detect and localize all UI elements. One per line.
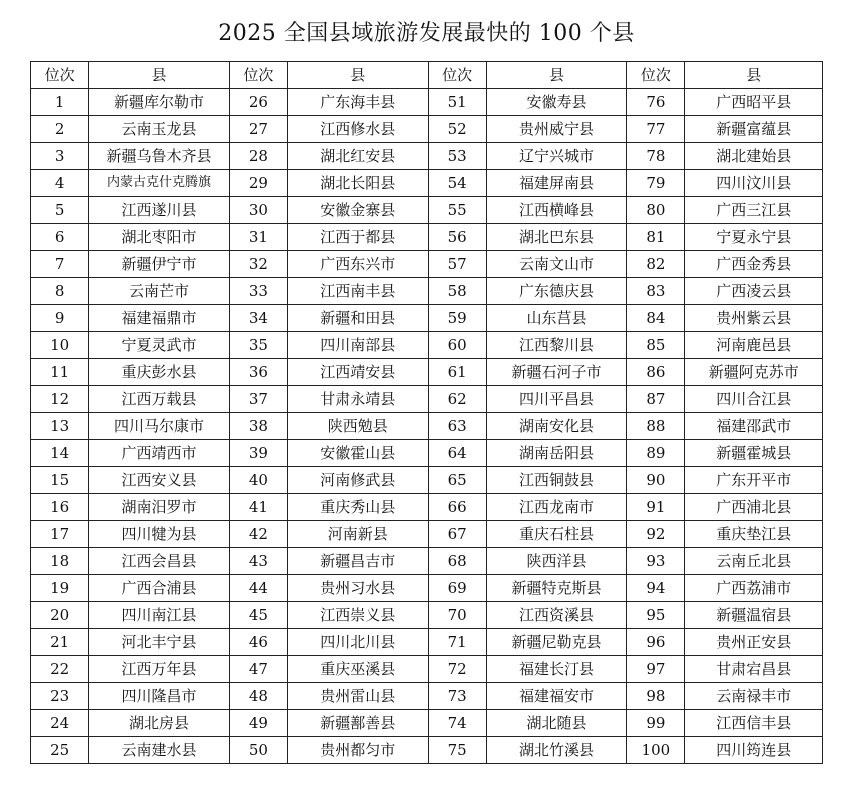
county-cell: 河南修武县 xyxy=(287,467,428,494)
county-cell: 江西南丰县 xyxy=(287,278,428,305)
rank-cell: 35 xyxy=(229,332,287,359)
county-cell: 新疆温宿县 xyxy=(685,602,823,629)
county-cell: 湖北巴东县 xyxy=(486,224,627,251)
county-cell: 云南芒市 xyxy=(89,278,230,305)
county-cell: 重庆垫江县 xyxy=(685,521,823,548)
county-cell: 湖南安化县 xyxy=(486,413,627,440)
county-cell: 江西会昌县 xyxy=(89,548,230,575)
county-cell: 四川隆昌市 xyxy=(89,683,230,710)
rank-cell: 51 xyxy=(428,89,486,116)
county-cell: 贵州正安县 xyxy=(685,629,823,656)
table-header-row xyxy=(31,62,823,89)
county-cell: 新疆鄯善县 xyxy=(287,710,428,737)
rank-cell: 46 xyxy=(229,629,287,656)
county-cell: 福建邵武市 xyxy=(685,413,823,440)
county-cell: 福建屏南县 xyxy=(486,170,627,197)
county-cell: 江西安义县 xyxy=(89,467,230,494)
table-row xyxy=(31,116,823,143)
rank-cell: 60 xyxy=(428,332,486,359)
rank-cell: 66 xyxy=(428,494,486,521)
rank-cell: 96 xyxy=(627,629,685,656)
county-cell: 山东莒县 xyxy=(486,305,627,332)
rank-cell: 92 xyxy=(627,521,685,548)
county-column-header: 县 xyxy=(685,62,823,89)
county-cell: 宁夏永宁县 xyxy=(685,224,823,251)
county-cell: 云南文山市 xyxy=(486,251,627,278)
table-row xyxy=(31,143,823,170)
rank-cell: 41 xyxy=(229,494,287,521)
rank-cell: 34 xyxy=(229,305,287,332)
county-cell: 福建长汀县 xyxy=(486,656,627,683)
rank-cell: 74 xyxy=(428,710,486,737)
rank-cell: 31 xyxy=(229,224,287,251)
rank-cell: 32 xyxy=(229,251,287,278)
rank-cell: 49 xyxy=(229,710,287,737)
rank-cell: 44 xyxy=(229,575,287,602)
county-cell: 江西铜鼓县 xyxy=(486,467,627,494)
county-cell: 新疆伊宁市 xyxy=(89,251,230,278)
table-row xyxy=(31,548,823,575)
rank-cell: 9 xyxy=(31,305,89,332)
rank-cell: 37 xyxy=(229,386,287,413)
county-column-header: 县 xyxy=(486,62,627,89)
rank-cell: 45 xyxy=(229,602,287,629)
county-cell: 云南禄丰市 xyxy=(685,683,823,710)
rank-cell: 78 xyxy=(627,143,685,170)
county-cell: 新疆阿克苏市 xyxy=(685,359,823,386)
county-cell: 内蒙古克什克腾旗 xyxy=(89,170,230,197)
county-cell: 贵州紫云县 xyxy=(685,305,823,332)
rank-cell: 6 xyxy=(31,224,89,251)
rank-cell: 85 xyxy=(627,332,685,359)
county-cell: 江西资溪县 xyxy=(486,602,627,629)
county-cell: 辽宁兴城市 xyxy=(486,143,627,170)
rank-cell: 68 xyxy=(428,548,486,575)
rank-column-header: 位次 xyxy=(31,62,89,89)
rank-cell: 94 xyxy=(627,575,685,602)
rank-cell: 28 xyxy=(229,143,287,170)
table-row xyxy=(31,359,823,386)
rank-cell: 38 xyxy=(229,413,287,440)
rank-cell: 73 xyxy=(428,683,486,710)
table-body xyxy=(31,89,823,764)
county-cell: 福建福安市 xyxy=(486,683,627,710)
county-cell: 安徽霍山县 xyxy=(287,440,428,467)
county-cell: 江西修水县 xyxy=(287,116,428,143)
rank-cell: 20 xyxy=(31,602,89,629)
rank-cell: 23 xyxy=(31,683,89,710)
county-cell: 贵州威宁县 xyxy=(486,116,627,143)
rank-cell: 18 xyxy=(31,548,89,575)
county-cell: 贵州习水县 xyxy=(287,575,428,602)
ranking-table xyxy=(30,61,823,764)
rank-cell: 91 xyxy=(627,494,685,521)
rank-cell: 72 xyxy=(428,656,486,683)
county-cell: 湖南岳阳县 xyxy=(486,440,627,467)
rank-cell: 70 xyxy=(428,602,486,629)
rank-cell: 26 xyxy=(229,89,287,116)
county-cell: 湖北建始县 xyxy=(685,143,823,170)
county-column-header: 县 xyxy=(287,62,428,89)
rank-cell: 2 xyxy=(31,116,89,143)
table-row xyxy=(31,656,823,683)
county-cell: 甘肃宕昌县 xyxy=(685,656,823,683)
rank-cell: 88 xyxy=(627,413,685,440)
table-row xyxy=(31,251,823,278)
county-cell: 广西昭平县 xyxy=(685,89,823,116)
table-row xyxy=(31,305,823,332)
table-row xyxy=(31,197,823,224)
county-cell: 宁夏灵武市 xyxy=(89,332,230,359)
rank-cell: 89 xyxy=(627,440,685,467)
rank-cell: 19 xyxy=(31,575,89,602)
rank-column-header: 位次 xyxy=(428,62,486,89)
rank-cell: 63 xyxy=(428,413,486,440)
rank-cell: 82 xyxy=(627,251,685,278)
table-row xyxy=(31,440,823,467)
county-cell: 湖北长阳县 xyxy=(287,170,428,197)
rank-cell: 4 xyxy=(31,170,89,197)
rank-cell: 21 xyxy=(31,629,89,656)
county-cell: 新疆乌鲁木齐县 xyxy=(89,143,230,170)
county-cell: 湖北随县 xyxy=(486,710,627,737)
county-cell: 广西荔浦市 xyxy=(685,575,823,602)
rank-cell: 76 xyxy=(627,89,685,116)
rank-cell: 62 xyxy=(428,386,486,413)
rank-cell: 33 xyxy=(229,278,287,305)
rank-cell: 43 xyxy=(229,548,287,575)
county-cell: 江西信丰县 xyxy=(685,710,823,737)
county-cell: 四川合江县 xyxy=(685,386,823,413)
rank-column-header: 位次 xyxy=(229,62,287,89)
county-cell: 新疆库尔勒市 xyxy=(89,89,230,116)
county-cell: 湖北竹溪县 xyxy=(486,737,627,764)
county-cell: 甘肃永靖县 xyxy=(287,386,428,413)
county-cell: 广西三江县 xyxy=(685,197,823,224)
rank-cell: 36 xyxy=(229,359,287,386)
county-cell: 陕西洋县 xyxy=(486,548,627,575)
county-cell: 四川犍为县 xyxy=(89,521,230,548)
rank-cell: 22 xyxy=(31,656,89,683)
rank-cell: 40 xyxy=(229,467,287,494)
county-cell: 湖北枣阳市 xyxy=(89,224,230,251)
rank-cell: 57 xyxy=(428,251,486,278)
rank-cell: 99 xyxy=(627,710,685,737)
county-cell: 河南鹿邑县 xyxy=(685,332,823,359)
county-cell: 四川汶川县 xyxy=(685,170,823,197)
rank-cell: 98 xyxy=(627,683,685,710)
table-row xyxy=(31,521,823,548)
rank-cell: 71 xyxy=(428,629,486,656)
county-cell: 湖北房县 xyxy=(89,710,230,737)
rank-cell: 39 xyxy=(229,440,287,467)
county-cell: 陕西勉县 xyxy=(287,413,428,440)
rank-cell: 42 xyxy=(229,521,287,548)
county-cell: 河北丰宁县 xyxy=(89,629,230,656)
county-cell: 广东德庆县 xyxy=(486,278,627,305)
rank-cell: 48 xyxy=(229,683,287,710)
table-row xyxy=(31,683,823,710)
rank-cell: 93 xyxy=(627,548,685,575)
rank-cell: 1 xyxy=(31,89,89,116)
county-cell: 江西崇义县 xyxy=(287,602,428,629)
county-cell: 安徽寿县 xyxy=(486,89,627,116)
county-cell: 江西靖安县 xyxy=(287,359,428,386)
rank-cell: 53 xyxy=(428,143,486,170)
table-row xyxy=(31,710,823,737)
county-cell: 重庆石柱县 xyxy=(486,521,627,548)
table-row xyxy=(31,332,823,359)
county-cell: 江西遂川县 xyxy=(89,197,230,224)
table-row xyxy=(31,89,823,116)
county-cell: 四川南江县 xyxy=(89,602,230,629)
rank-cell: 17 xyxy=(31,521,89,548)
rank-cell: 54 xyxy=(428,170,486,197)
county-cell: 重庆彭水县 xyxy=(89,359,230,386)
county-cell: 四川筠连县 xyxy=(685,737,823,764)
rank-cell: 11 xyxy=(31,359,89,386)
rank-cell: 13 xyxy=(31,413,89,440)
rank-cell: 59 xyxy=(428,305,486,332)
table-row xyxy=(31,629,823,656)
rank-cell: 79 xyxy=(627,170,685,197)
rank-cell: 8 xyxy=(31,278,89,305)
county-cell: 新疆和田县 xyxy=(287,305,428,332)
rank-cell: 81 xyxy=(627,224,685,251)
county-column-header: 县 xyxy=(89,62,230,89)
county-cell: 广西浦北县 xyxy=(685,494,823,521)
table-row xyxy=(31,170,823,197)
county-cell: 新疆富蕴县 xyxy=(685,116,823,143)
rank-cell: 10 xyxy=(31,332,89,359)
county-cell: 新疆尼勒克县 xyxy=(486,629,627,656)
county-cell: 重庆秀山县 xyxy=(287,494,428,521)
rank-cell: 5 xyxy=(31,197,89,224)
rank-cell: 69 xyxy=(428,575,486,602)
rank-cell: 12 xyxy=(31,386,89,413)
county-cell: 安徽金寨县 xyxy=(287,197,428,224)
rank-cell: 86 xyxy=(627,359,685,386)
county-cell: 四川北川县 xyxy=(287,629,428,656)
rank-cell: 29 xyxy=(229,170,287,197)
page-title: 2025 全国县域旅游发展最快的 100 个县 xyxy=(218,21,635,46)
county-cell: 广西靖西市 xyxy=(89,440,230,467)
county-cell: 广西凌云县 xyxy=(685,278,823,305)
rank-cell: 65 xyxy=(428,467,486,494)
rank-cell: 83 xyxy=(627,278,685,305)
county-cell: 贵州雷山县 xyxy=(287,683,428,710)
rank-cell: 90 xyxy=(627,467,685,494)
county-cell: 江西万年县 xyxy=(89,656,230,683)
table-row xyxy=(31,467,823,494)
county-cell: 重庆巫溪县 xyxy=(287,656,428,683)
county-cell: 四川马尔康市 xyxy=(89,413,230,440)
rank-cell: 100 xyxy=(627,737,685,764)
rank-cell: 55 xyxy=(428,197,486,224)
rank-cell: 56 xyxy=(428,224,486,251)
rank-cell: 15 xyxy=(31,467,89,494)
rank-cell: 58 xyxy=(428,278,486,305)
rank-cell: 67 xyxy=(428,521,486,548)
county-cell: 湖北红安县 xyxy=(287,143,428,170)
county-cell: 新疆石河子市 xyxy=(486,359,627,386)
county-cell: 江西龙南市 xyxy=(486,494,627,521)
county-cell: 新疆特克斯县 xyxy=(486,575,627,602)
rank-cell: 14 xyxy=(31,440,89,467)
rank-cell: 7 xyxy=(31,251,89,278)
table-row xyxy=(31,413,823,440)
table-row xyxy=(31,494,823,521)
county-cell: 贵州都匀市 xyxy=(287,737,428,764)
rank-cell: 97 xyxy=(627,656,685,683)
county-cell: 广东海丰县 xyxy=(287,89,428,116)
rank-cell: 87 xyxy=(627,386,685,413)
county-cell: 江西横峰县 xyxy=(486,197,627,224)
county-cell: 云南玉龙县 xyxy=(89,116,230,143)
rank-cell: 80 xyxy=(627,197,685,224)
table-row xyxy=(31,224,823,251)
county-cell: 四川平昌县 xyxy=(486,386,627,413)
county-cell: 湖南汨罗市 xyxy=(89,494,230,521)
table-row xyxy=(31,386,823,413)
county-cell: 河南新县 xyxy=(287,521,428,548)
table-row xyxy=(31,602,823,629)
county-cell: 江西于都县 xyxy=(287,224,428,251)
county-cell: 广东开平市 xyxy=(685,467,823,494)
county-cell: 广西合浦县 xyxy=(89,575,230,602)
rank-cell: 61 xyxy=(428,359,486,386)
table-row xyxy=(31,278,823,305)
county-cell: 江西万载县 xyxy=(89,386,230,413)
county-cell: 福建福鼎市 xyxy=(89,305,230,332)
county-cell: 四川南部县 xyxy=(287,332,428,359)
rank-cell: 75 xyxy=(428,737,486,764)
county-cell: 新疆昌吉市 xyxy=(287,548,428,575)
rank-cell: 64 xyxy=(428,440,486,467)
rank-cell: 52 xyxy=(428,116,486,143)
rank-cell: 77 xyxy=(627,116,685,143)
county-cell: 广西金秀县 xyxy=(685,251,823,278)
rank-cell: 95 xyxy=(627,602,685,629)
rank-cell: 47 xyxy=(229,656,287,683)
rank-cell: 25 xyxy=(31,737,89,764)
rank-cell: 84 xyxy=(627,305,685,332)
table-row xyxy=(31,737,823,764)
rank-cell: 24 xyxy=(31,710,89,737)
rank-cell: 3 xyxy=(31,143,89,170)
rank-column-header: 位次 xyxy=(627,62,685,89)
county-cell: 云南丘北县 xyxy=(685,548,823,575)
county-cell: 云南建水县 xyxy=(89,737,230,764)
county-cell: 新疆霍城县 xyxy=(685,440,823,467)
table-row xyxy=(31,575,823,602)
rank-cell: 30 xyxy=(229,197,287,224)
rank-cell: 16 xyxy=(31,494,89,521)
rank-cell: 27 xyxy=(229,116,287,143)
county-cell: 江西黎川县 xyxy=(486,332,627,359)
county-cell: 广西东兴市 xyxy=(287,251,428,278)
rank-cell: 50 xyxy=(229,737,287,764)
